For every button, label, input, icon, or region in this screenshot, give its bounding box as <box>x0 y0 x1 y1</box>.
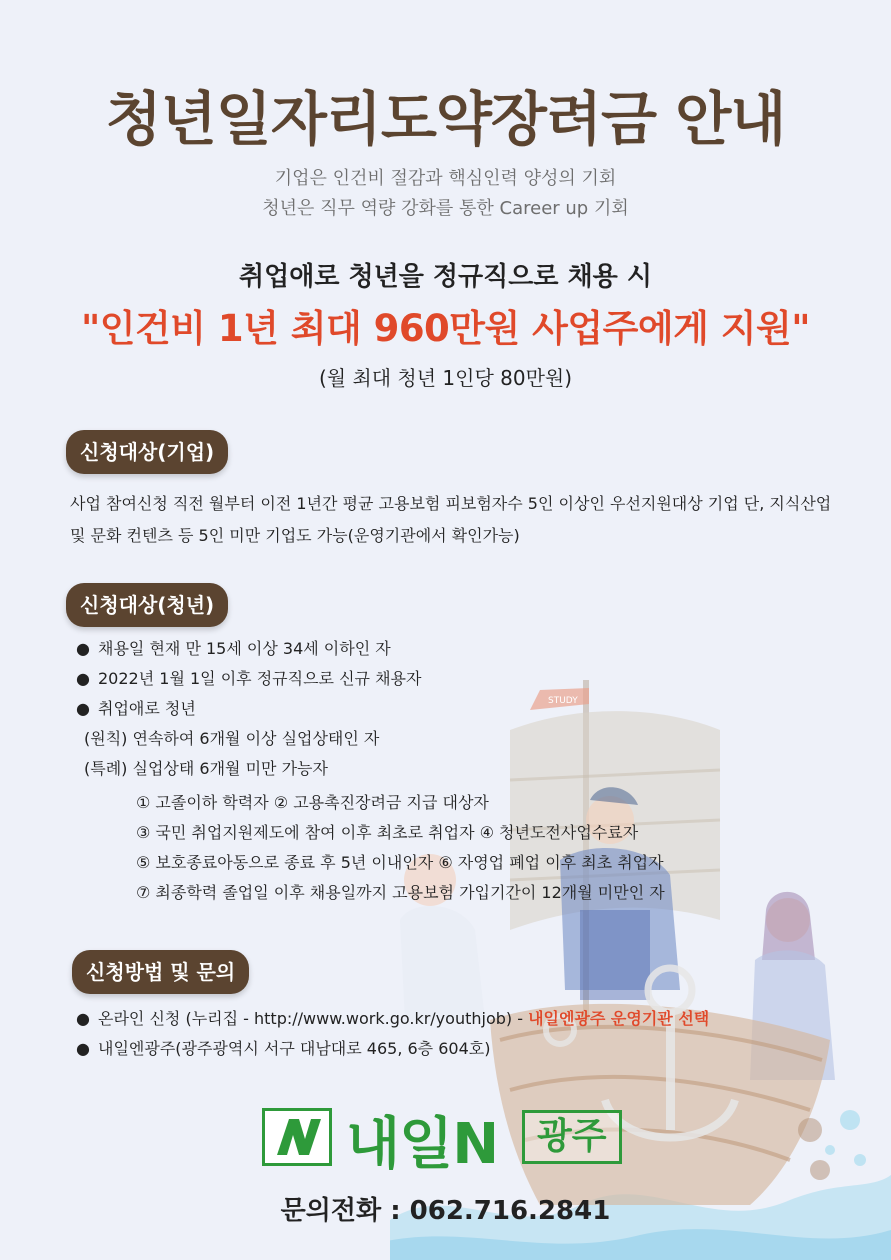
n-logo-icon <box>265 1111 329 1163</box>
bullet-icon: ● <box>76 669 90 688</box>
list-item <box>76 664 421 694</box>
online-apply-highlight: 내일엔광주 운영기관 선택 <box>528 1009 710 1028</box>
youth-item-age: 채용일 현재 만 15세 이상 34세 이하인 자 <box>98 639 391 658</box>
list-item <box>76 1004 709 1034</box>
promo-lead: 취업애로 청년을 정규직으로 채용 시 <box>239 262 652 292</box>
condition-line: ① 고졸이하 학력자 ② 고용촉진장려금 지급 대상자 <box>136 793 489 812</box>
logo-name: 내일N <box>346 1112 499 1177</box>
contact-phone: 문의전화 : 062.716.2841 <box>280 1196 611 1226</box>
youth-exception: (특례) 실업상태 6개월 미만 가능자 <box>84 759 328 778</box>
list-item <box>76 694 196 724</box>
list-item <box>76 634 391 664</box>
condition-line: ⑦ 최종학력 졸업일 이후 채용일까지 고용보험 가입기간이 12개월 미만인 자 <box>136 883 665 902</box>
section-label-youth: 신청대상(청년) <box>66 583 228 627</box>
youth-principle: (원칙) 연속하여 6개월 이상 실업상태인 자 <box>84 729 380 748</box>
section-label-apply: 신청방법 및 문의 <box>72 950 249 994</box>
subtitle-line-1: 기업은 인건비 절감과 핵심인력 양성의 기회 <box>274 168 617 189</box>
page-title: 청년일자리도약장려금 안내 <box>105 85 786 153</box>
office-address: 내일엔광주(광주광역시 서구 대남대로 465, 6층 604호) <box>98 1039 491 1058</box>
promo-headline: "인건비 1년 최대 960만원 사업주에게 지원" <box>80 307 811 350</box>
bullet-icon: ● <box>76 1039 90 1058</box>
flag-text: STUDY <box>548 696 578 706</box>
logo-region: 광주 <box>522 1110 622 1164</box>
subtitle-line-2: 청년은 직무 역량 강화를 통한 Career up 기회 <box>262 198 629 219</box>
company-eligibility-text: 사업 참여신청 직전 월부터 이전 1년간 평균 고용보험 피보험자수 5인 이상인 우선지원대상 기업 단, 지식산업 및 문화 컨텐츠 등 5인 미만 기업도 가능(운영기관에서 확인가능) <box>70 494 832 545</box>
logo-mark <box>262 1108 332 1166</box>
youth-item-difficulty: 취업애로 청년 <box>98 699 196 718</box>
bullet-icon: ● <box>76 1009 90 1028</box>
bullet-icon: ● <box>76 639 90 658</box>
condition-line: ⑤ 보호종료아동으로 종료 후 5년 이내인자 ⑥ 자영업 폐업 이후 최초 취업자 <box>136 853 664 872</box>
section-label-company: 신청대상(기업) <box>66 430 228 474</box>
promo-note: (월 최대 청년 1인당 80만원) <box>318 366 573 390</box>
online-apply-text: 온라인 신청 (누리집 - http://www.work.go.kr/youthjob) - <box>98 1009 529 1028</box>
condition-line: ③ 국민 취업지원제도에 참여 이후 최초로 취업자 ④ 청년도전사업수료자 <box>136 823 639 842</box>
bullet-icon: ● <box>76 699 90 718</box>
youth-item-hire-date: 2022년 1월 1일 이후 정규직으로 신규 채용자 <box>98 669 422 688</box>
list-item <box>76 1034 490 1064</box>
